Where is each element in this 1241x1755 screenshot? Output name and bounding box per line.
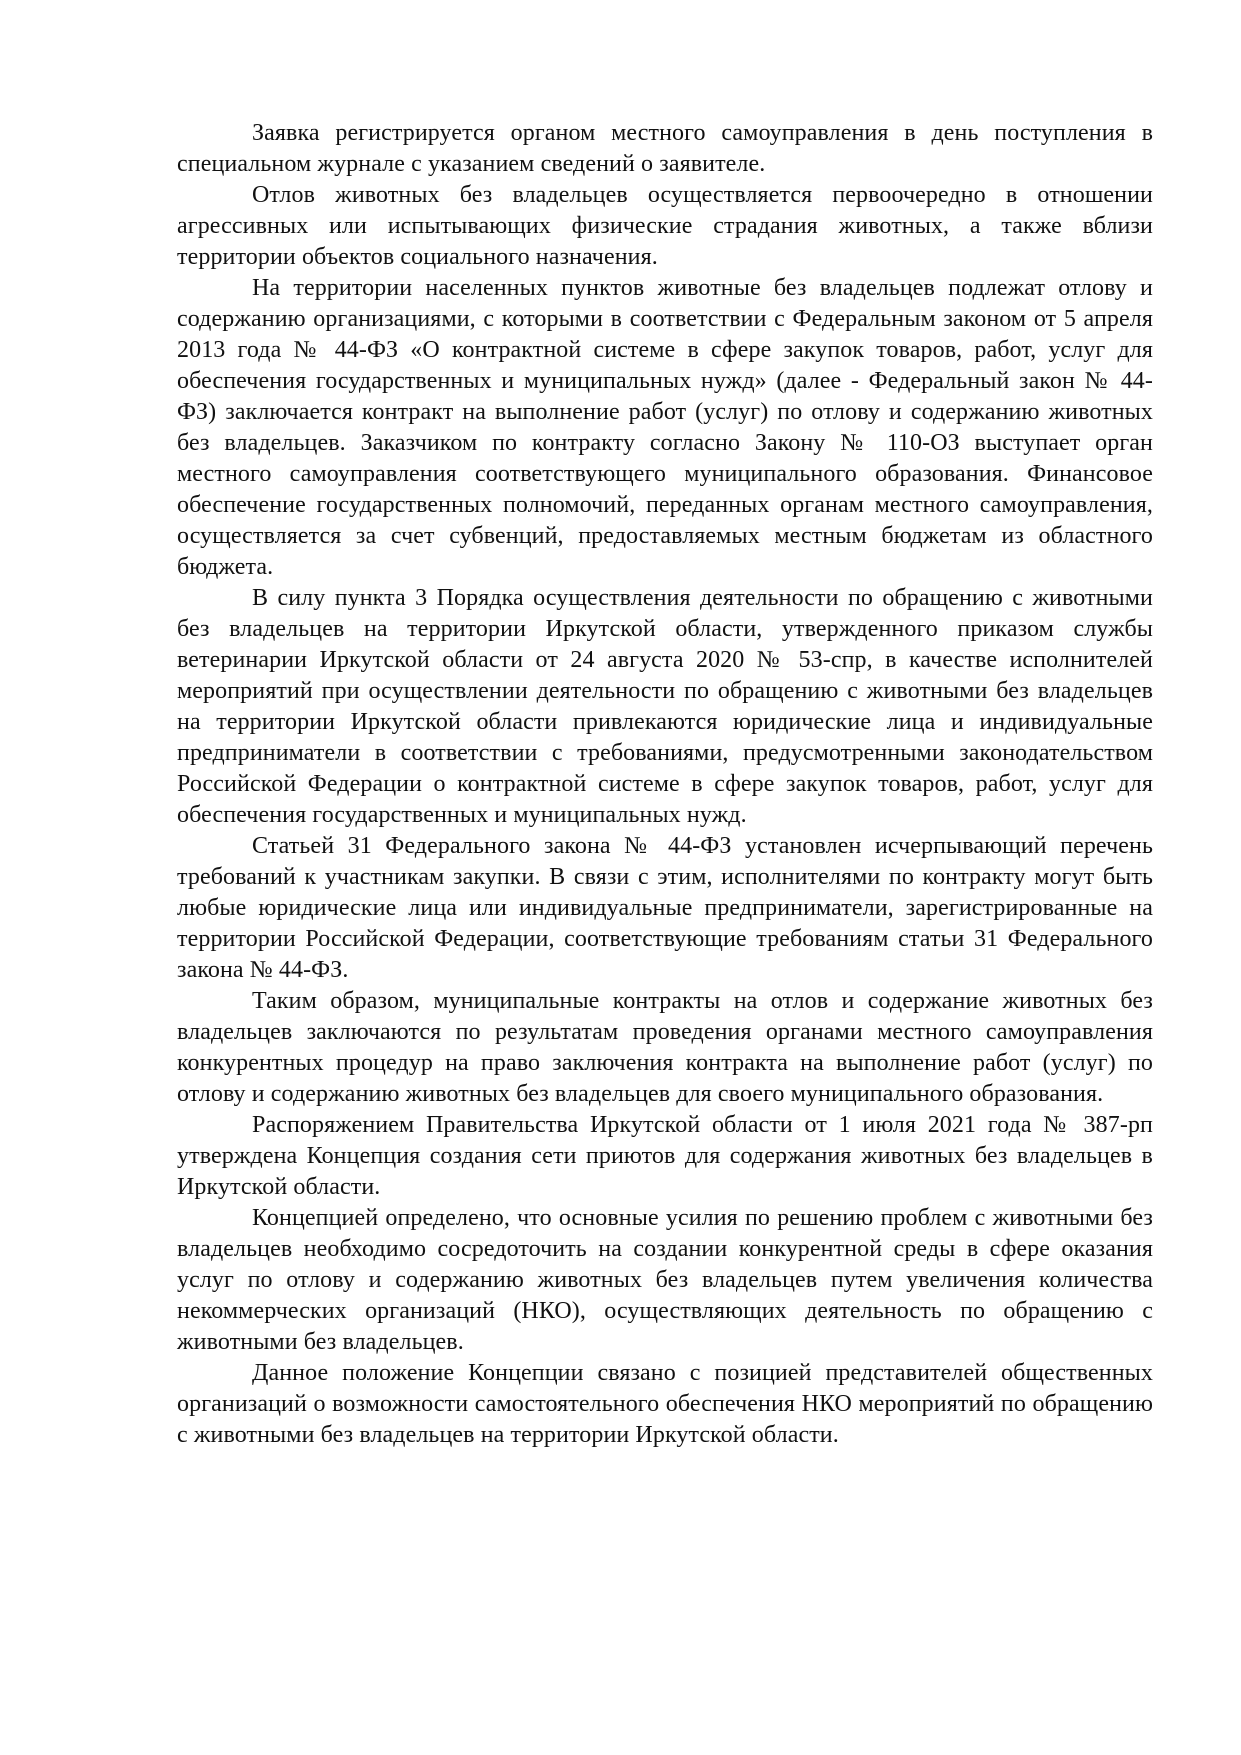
paragraph-capture-priority: Отлов животных без владельцев осуществляется первоочередно в отношении агрессивных или испытывающих физические страдания животных, а также вблизи территории объектов социального назначения. — [177, 182, 1153, 270]
paragraph-application-registration: Заявка регистрируется органом местного самоуправления в день поступления в специальном журнале с указанием сведений о заявителе. — [177, 120, 1153, 177]
document-body — [177, 118, 1153, 1451]
paragraph-concept-order: Распоряжением Правительства Иркутской области от 1 июля 2021 года № 387-рп утверждена Концепция создания сети приютов для содержания животных без владельцев в Иркутской области. — [177, 1112, 1153, 1200]
paragraph-article-31: Статьей 31 Федерального закона № 44-ФЗ установлен исчерпывающий перечень требований к участникам закупки. В связи с этим, исполнителями по контракту могут быть любые юридические лица или индивидуальные предприниматели, зарегистрированные на территории Российской Федерации, соответствующие требованиям статьи 31 Федерального закона № 44-ФЗ. — [177, 833, 1153, 983]
paragraph-procedure-clause-3: В силу пункта 3 Порядка осуществления деятельности по обращению с животными без владельцев на территории Иркутской области, утвержденного приказом службы ветеринарии Иркутской области от 24 августа 2020 № 53-спр, в качестве исполнителей мероприятий при осуществлении деятельности по обращению с животными без владельцев на территории Иркутской области привлекаются юридические лица и индивидуальные предприниматели в соответствии с требованиями, предусмотренными законодательством Российской Федерации о контрактной системе в сфере закупок товаров, работ, услуг для обеспечения государственных и муниципальных нужд. — [177, 585, 1153, 828]
paragraph-concept-goals: Концепцией определено, что основные усилия по решению проблем с животными без владельцев необходимо сосредоточить на создании конкурентной среды в сфере оказания услуг по отлову и содержанию животных без владельцев путем увеличения количества некоммерческих организаций (НКО), осуществляющих деятельность по обращению с животными без владельцев. — [177, 1205, 1153, 1355]
paragraph-capture-organizations: На территории населенных пунктов животные без владельцев подлежат отлову и содержанию организациями, с которыми в соответствии с Федеральным законом от 5 апреля 2013 года № 44-ФЗ «О контрактной системе в сфере закупок товаров, работ, услуг для обеспечения государственных и муниципальных нужд» (далее - Федеральный закон № 44-ФЗ) заключается контракт на выполнение работ (услуг) по отлову и содержанию животных без владельцев. Заказчиком по контракту согласно Закону № 110-ОЗ выступает орган местного самоуправления соответствующего муниципального образования. Финансовое обеспечение государственных полномочий, переданных органам местного самоуправления, осуществляется за счет субвенций, предоставляемых местным бюджетам из областного бюджета. — [177, 275, 1153, 580]
paragraph-concept-position: Данное положение Концепции связано с позицией представителей общественных организаций о возможности самостоятельного обеспечения НКО мероприятий по обращению с животными без владельцев на территории Иркутской области. — [177, 1360, 1153, 1448]
paragraph-municipal-contracts: Таким образом, муниципальные контракты на отлов и содержание животных без владельцев заключаются по результатам проведения органами местного самоуправления конкурентных процедур на право заключения контракта на выполнение работ (услуг) по отлову и содержанию животных без владельцев для своего муниципального образования. — [177, 988, 1153, 1107]
